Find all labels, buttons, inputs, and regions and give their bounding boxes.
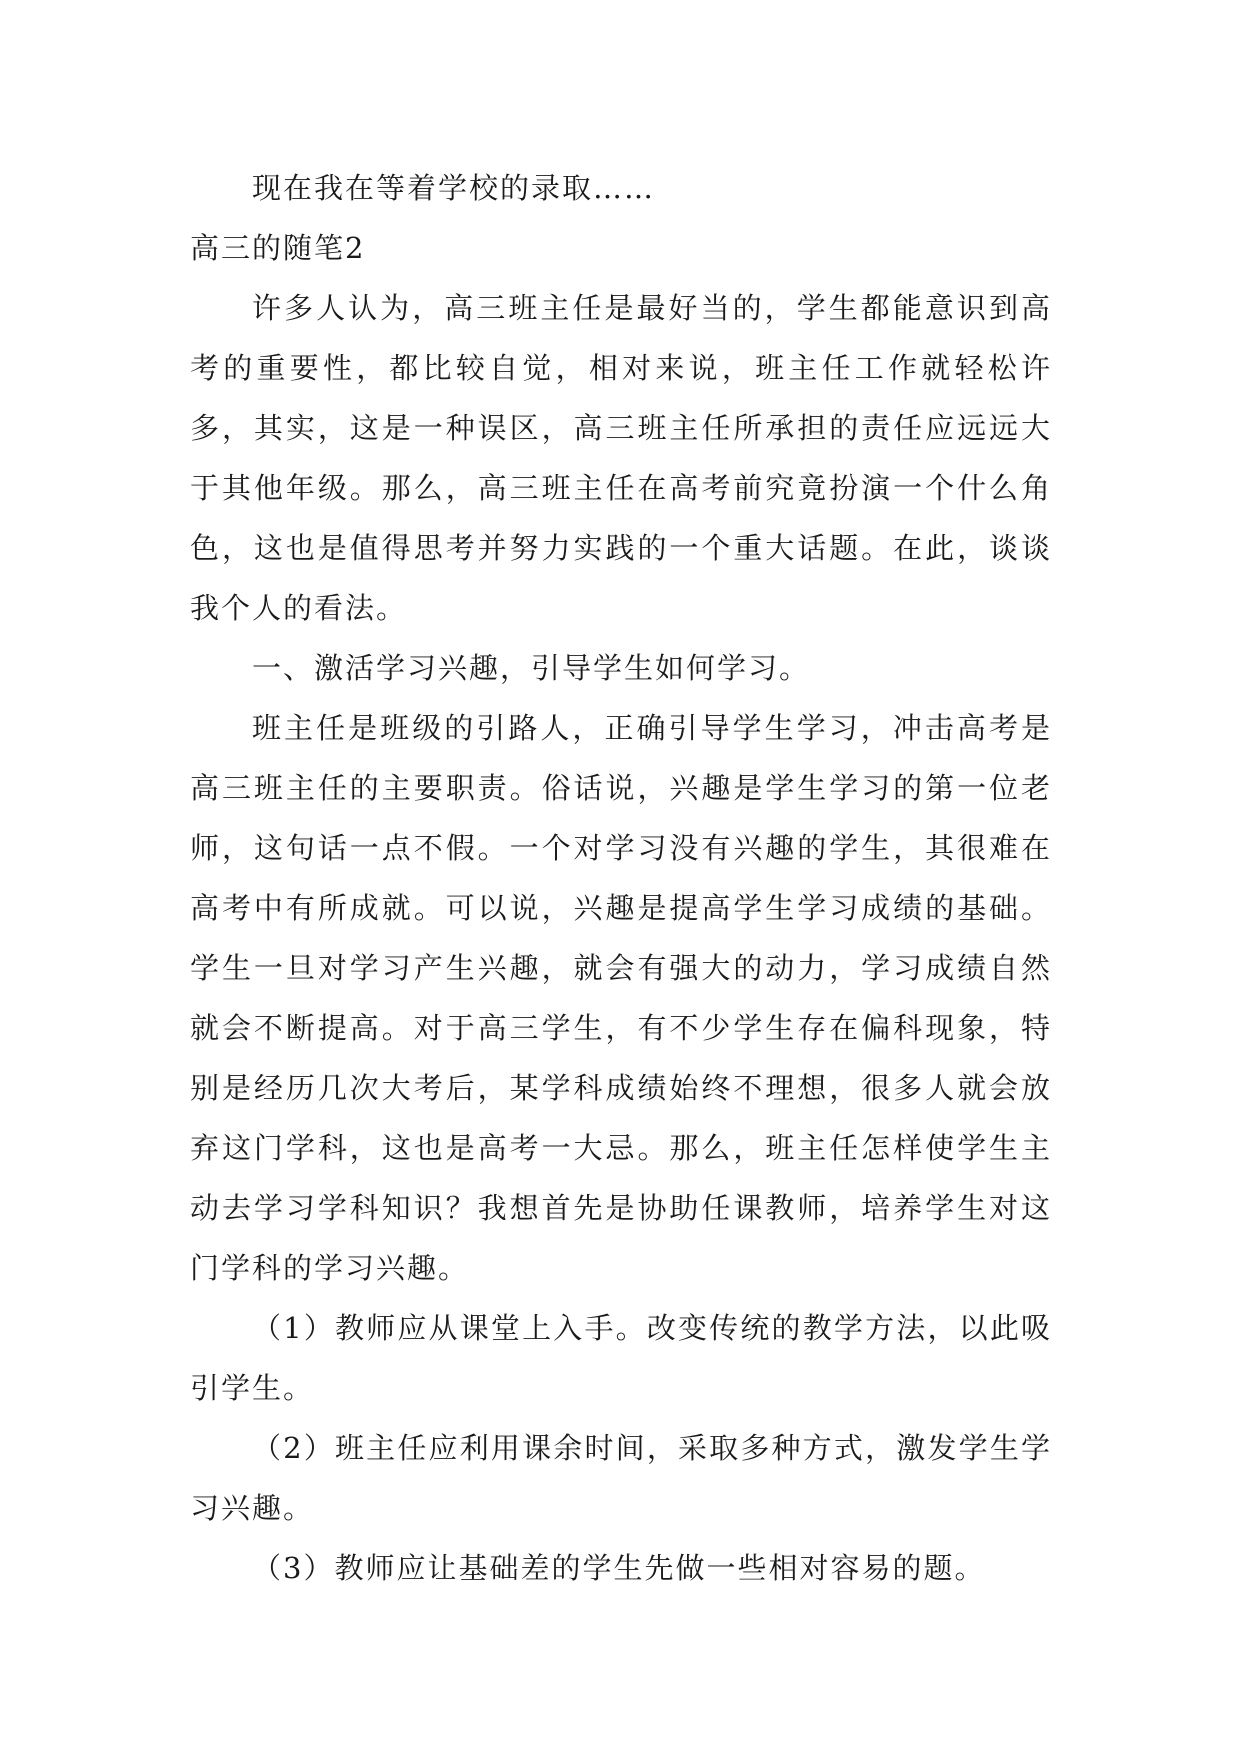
paragraph-intro: 现在我在等着学校的录取…… [252,171,656,205]
list-item-3: （3）教师应让基础差的学生先做一些相对容易的题。 [252,1551,986,1585]
section-title: 高三的随笔2 [190,231,366,265]
paragraph-1: 许多人认为，高三班主任是最好当的，学生都能意识到高考的重要性，都比较自觉，相对来说，班主任工作就轻松许多，其实，这是一种误区，高三班主任所承担的责任应远远大于其他年级。那么，高三班主任在高考前究竟扮演一个什么角色，这也是值得思考并努力实践的一个重大话题。在此，谈谈我个人的看法。 [190,291,1052,625]
document-page [190,158,1052,1598]
heading-point-1: 一、激活学习兴趣，引导学生如何学习。 [252,651,811,685]
paragraph-3: 班主任是班级的引路人，正确引导学生学习，冲击高考是高三班主任的主要职责。俗话说，兴趣是学生学习的第一位老师，这句话一点不假。一个对学习没有兴趣的学生，其很难在高考中有所成就。可以说，兴趣是提高学生学习成绩的基础。学生一旦对学习产生兴趣，就会有强大的动力，学习成绩自然就会不断提高。对于高三学生，有不少学生存在偏科现象，特别是经历几次大考后，某学科成绩始终不理想，很多人就会放弃这门学科，这也是高考一大忌。那么，班主任怎样使学生主动去学习学科知识？我想首先是协助任课教师，培养学生对这门学科的学习兴趣。 [190,711,1052,1285]
list-item-2: （2）班主任应利用课余时间，采取多种方式，激发学生学习兴趣。 [190,1431,1052,1525]
list-item-1: （1）教师应从课堂上入手。改变传统的教学方法，以此吸引学生。 [190,1311,1052,1405]
